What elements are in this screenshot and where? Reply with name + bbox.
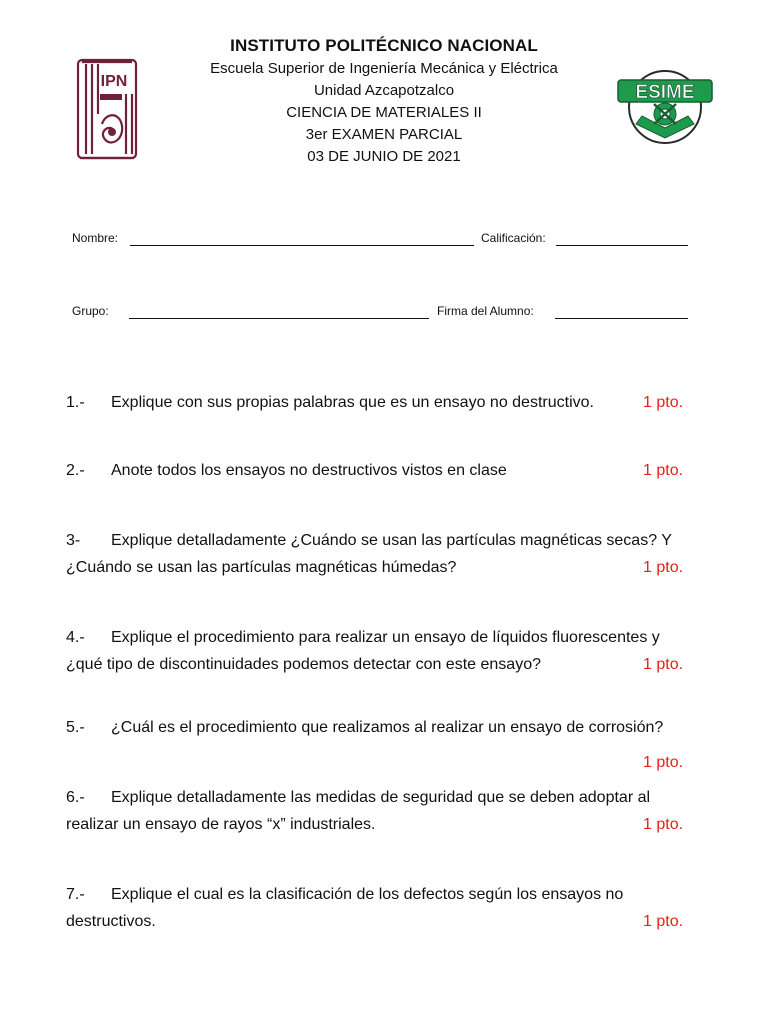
group-label: Grupo: (72, 304, 109, 318)
question-line-2: destructivos. (66, 913, 156, 930)
question-text: Explique el procedimiento para realizar un ensayo de líquidos fluorescentes y (111, 629, 660, 646)
question-text: Explique el cual es la clasificación de los defectos según los ensayos no (111, 886, 624, 903)
question-line-2: ¿Cuándo se usan las partículas magnéticas húmedas? (66, 559, 457, 576)
question-4 (66, 624, 706, 678)
question-7 (66, 881, 706, 935)
question-1-points: 1 pto. (643, 394, 684, 411)
question-number: 6.- (66, 789, 85, 806)
question-1 (66, 389, 706, 416)
question-text: Explique con sus propias palabras que es un ensayo no destructivo. (111, 394, 594, 411)
question-line (66, 624, 706, 651)
question-line (66, 527, 706, 554)
question-text: ¿Cuál es el procedimiento que realizamos al realizar un ensayo de corrosión? (111, 719, 664, 736)
exam-date: 03 DE JUNIO DE 2021 (307, 148, 461, 165)
question-number: 7.- (66, 886, 85, 903)
question-text: Anote todos los ensayos no destructivos vistos en clase (111, 462, 507, 479)
name-label: Nombre: (72, 231, 119, 245)
ipn-logo-text: IPN (100, 73, 128, 90)
question-line-2: ¿qué tipo de discontinuidades podemos detectar con este ensayo? (66, 656, 541, 673)
question-text: Explique detalladamente las medidas de seguridad que se deben adoptar al (111, 789, 651, 806)
question-4-points: 1 pto. (643, 656, 684, 673)
exam-name: 3er EXAMEN PARCIAL (305, 126, 463, 143)
grade-label: Calificación: (481, 231, 546, 245)
unit-name: Unidad Azcapotzalco (313, 82, 455, 99)
question-2 (66, 457, 706, 484)
institution-name: INSTITUTO POLITÉCNICO NACIONAL (230, 36, 538, 55)
question-5-points: 1 pto. (643, 754, 684, 771)
school-name: Escuela Superior de Ingeniería Mecánica y Eléctrica (210, 60, 558, 77)
question-5 (66, 714, 706, 741)
question-line (66, 784, 706, 811)
question-6-points: 1 pto. (643, 816, 684, 833)
question-number: 2.- (66, 462, 85, 479)
grade-field[interactable] (556, 245, 688, 246)
name-field[interactable] (130, 245, 474, 246)
question-6 (66, 784, 706, 838)
question-text: Explique detalladamente ¿Cuándo se usan las partículas magnéticas secas? Y (111, 532, 672, 549)
question-number: 3- (66, 532, 81, 549)
group-field[interactable] (129, 318, 429, 319)
esime-logo-text: ESIME (635, 82, 695, 103)
course-name: CIENCIA DE MATERIALES II (286, 104, 482, 121)
question-7-points: 1 pto. (643, 913, 684, 930)
question-2-points: 1 pto. (643, 462, 684, 479)
question-line (66, 881, 706, 908)
question-3-points: 1 pto. (643, 559, 684, 576)
question-number: 1.- (66, 394, 85, 411)
question-3 (66, 527, 706, 581)
question-line-2: realizar un ensayo de rayos “x” industriales. (66, 816, 376, 833)
signature-field[interactable] (555, 318, 688, 319)
question-number: 4.- (66, 629, 85, 646)
signature-label: Firma del Alumno: (437, 304, 534, 318)
exam-header (0, 34, 768, 168)
question-number: 5.- (66, 719, 85, 736)
